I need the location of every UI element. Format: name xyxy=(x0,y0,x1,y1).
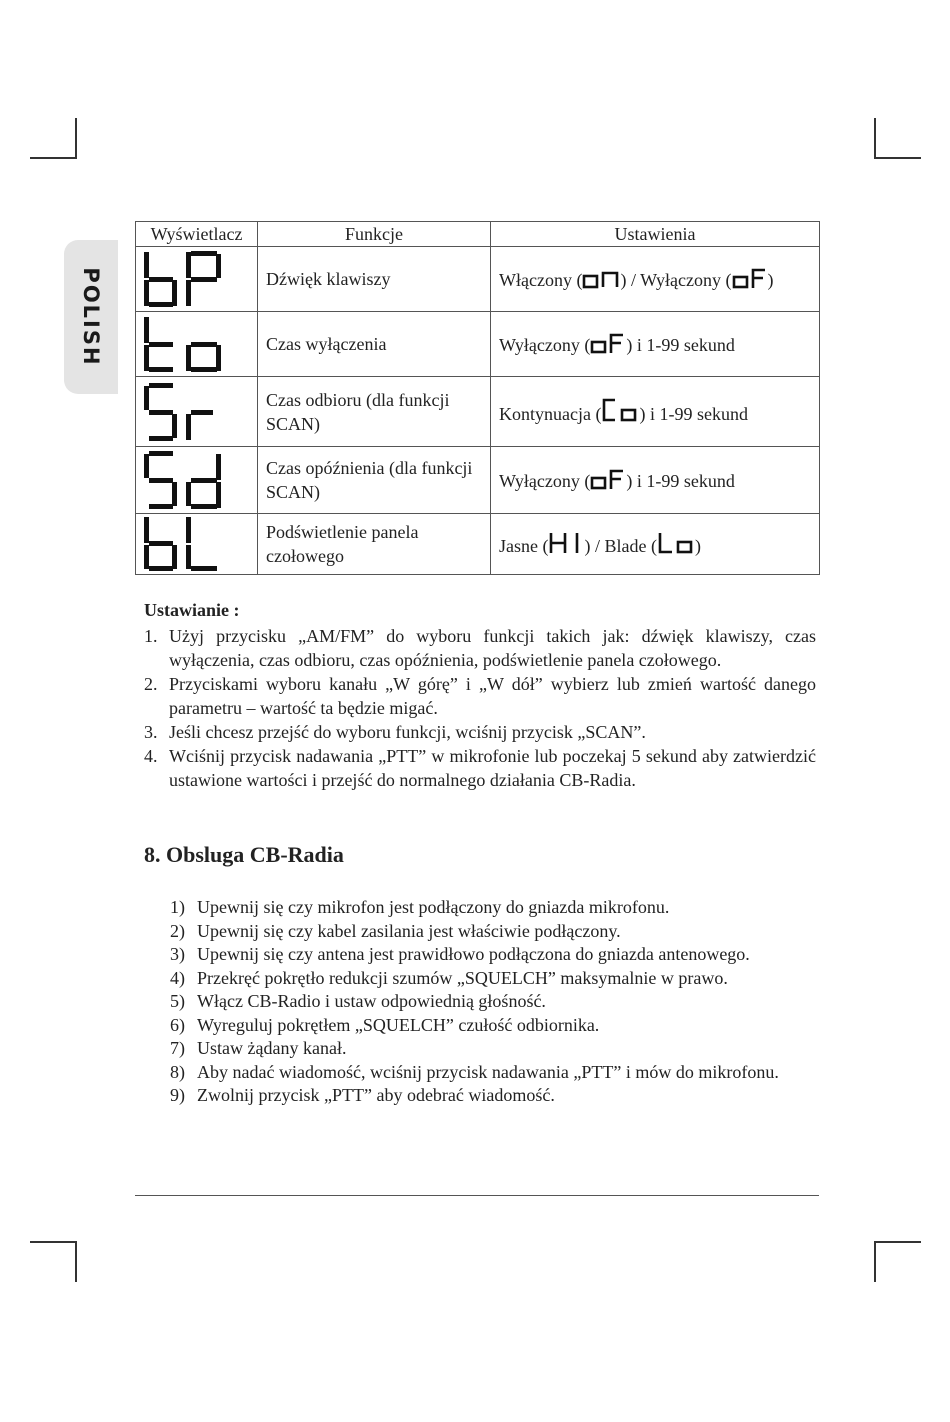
header-function: Funkcje xyxy=(258,222,491,247)
function-cell: Czas opóźnienia (dla funkcji SCAN) xyxy=(258,447,491,514)
lcd-display-to-icon xyxy=(142,315,222,373)
list-item: 4) Przekręć pokrętło redukcji szumów „SQUELCH” maksymalnie w prawo. xyxy=(170,967,728,988)
table-row xyxy=(136,377,820,447)
function-cell: Podświetlenie panela czołowego xyxy=(258,514,491,575)
list-item: 8) Aby nadać wiadomość, wciśnij przycisk nadawania „PTT” i mów do mikrofonu. xyxy=(170,1061,779,1082)
lcd-off-icon xyxy=(732,267,768,289)
function-cell: Czas wyłączenia xyxy=(258,312,491,377)
crop-mark xyxy=(874,1241,921,1243)
display-cell xyxy=(136,312,258,377)
crop-mark xyxy=(874,1241,876,1282)
display-cell xyxy=(136,247,258,312)
settings-table xyxy=(135,221,820,575)
list-item: 9) Zwolnij przycisk „PTT” aby odebrać wiadomość. xyxy=(170,1085,555,1105)
setup-heading: Ustawianie : xyxy=(144,600,240,620)
language-tab-label: POLISH xyxy=(79,267,103,367)
list-item: 6) Wyreguluj pokrętłem „SQUELCH” czułość odbiornika. xyxy=(170,1014,600,1035)
settings-cell: Wyłączony ( ) i 1-99 sekund xyxy=(491,447,820,514)
table-header-row xyxy=(136,222,820,247)
list-item: 2) Upewnij się czy kabel zasilania jest właściwie podłączony. xyxy=(170,920,621,941)
table-row xyxy=(136,247,820,312)
display-cell xyxy=(136,514,258,575)
lcd-off-icon xyxy=(590,332,626,354)
operation-steps xyxy=(170,896,816,1108)
setup-steps xyxy=(144,624,816,792)
lcd-co-icon xyxy=(601,397,639,423)
table-row xyxy=(136,514,820,575)
crop-mark xyxy=(874,157,921,159)
lcd-display-sd-icon xyxy=(142,450,222,510)
function-cell: Czas odbioru (dla funkcji SCAN) xyxy=(258,377,491,447)
list-item: 1) Upewnij się czy mikrofon jest podłączony do gniazda mikrofonu. xyxy=(170,897,670,917)
header-display: Wyświetlacz xyxy=(136,222,258,247)
list-item: 2. Przyciskami wyboru kanału „W górę” i „W dół” wybierz lub zmień wartość danego parametru – wartość ta będzie migać. xyxy=(144,674,816,718)
list-item: 3) Upewnij się czy antena jest prawidłowo podłączona do gniazda antenowego. xyxy=(170,944,750,964)
list-item: 4. Wciśnij przycisk nadawania „PTT” w mikrofonie lub poczekaj 5 sekund aby zatwierdzić ustawione wartości i przejść do normalnego działania CB-Radia. xyxy=(144,746,816,790)
lcd-on-icon xyxy=(582,271,620,289)
list-item: 5) Włącz CB-Radio i ustaw odpowiednią głośność. xyxy=(170,991,546,1011)
lcd-display-bl-icon xyxy=(142,516,222,572)
table-row xyxy=(136,312,820,377)
header-settings: Ustawienia xyxy=(491,222,820,247)
table-row xyxy=(136,447,820,514)
crop-mark xyxy=(75,118,77,159)
settings-cell: Włączony ( ) / Wyłączony ( ) xyxy=(491,247,820,312)
function-cell: Dźwięk klawiszy xyxy=(258,247,491,312)
settings-cell: Kontynuacja ( ) i 1-99 sekund xyxy=(491,377,820,447)
list-item: 3. Jeśli chcesz przejść do wyboru funkcji, wciśnij przycisk „SCAN”. xyxy=(144,722,646,742)
lcd-display-sr-icon xyxy=(142,382,222,442)
crop-mark xyxy=(874,118,876,159)
footer-divider xyxy=(135,1195,819,1196)
lcd-display-bp-icon xyxy=(142,250,222,308)
display-cell xyxy=(136,377,258,447)
lcd-lo-icon xyxy=(657,531,695,555)
display-cell xyxy=(136,447,258,514)
section-title: 8. Obsluga CB-Radia xyxy=(144,842,344,867)
settings-cell: Jasne ( ) / Blade ( ) xyxy=(491,514,820,575)
list-item: 7) Ustaw żądany kanał. xyxy=(170,1038,347,1058)
crop-mark xyxy=(30,157,77,159)
settings-cell: Wyłączony ( ) i 1-99 sekund xyxy=(491,312,820,377)
crop-mark xyxy=(75,1241,77,1282)
language-tab xyxy=(64,240,118,394)
crop-mark xyxy=(30,1241,77,1243)
lcd-hi-icon xyxy=(548,531,584,555)
lcd-off-icon xyxy=(590,468,626,490)
list-item: 1. Użyj przycisku „AM/FM” do wyboru funkcji takich jak: dźwięk klawiszy, czas wyłączenia, czas odbioru, czas opóźnienia, podświetlenie panela czołowego. xyxy=(144,626,816,670)
